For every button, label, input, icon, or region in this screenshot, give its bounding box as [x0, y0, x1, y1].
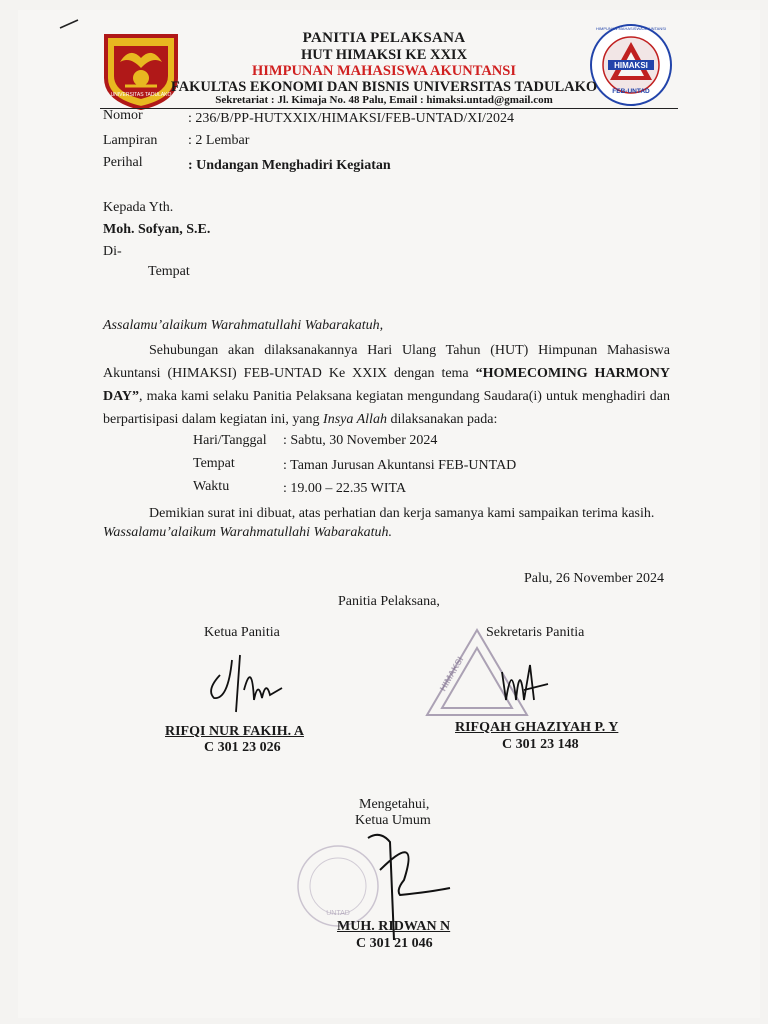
chairperson-role: Ketua Panitia [204, 625, 280, 640]
closing-text: Demikian surat ini dibuat, atas perhatian dan kerja samanya kami sampaikan terima kasih. [149, 506, 655, 521]
detail-label-place: Tempat [193, 456, 235, 471]
header-event: HUT HIMAKSI KE XXIX [300, 47, 468, 63]
body-text-a: Sehubungan akan dilaksanakannya Hari Ulang Tahun (HUT) Himpunan Mahasiswa Akuntansi (HIMAKSI) FEB-UNTAD Ke XXIX dengan tema [103, 343, 670, 381]
header-faculty: FAKULTAS EKONOMI DAN BISNIS UNIVERSITAS TADULAKO [170, 79, 598, 95]
body-text-b: , maka kami selaku Panitia Pelaksana kegiatan mengundang Saudara(i) untuk menghadiri dan berpartisipasi dalam kegiatan ini, yang [103, 389, 670, 427]
known-label: Mengetahui, [359, 797, 430, 812]
chairperson-signature [211, 655, 282, 712]
chair-stamp-text: UNTAD [326, 910, 350, 917]
detail-label-date: Hari/Tanggal [193, 433, 267, 448]
himaksi-logo-inner: HIMAKSI [614, 61, 648, 70]
recipient-name: Moh. Sofyan, S.E. [103, 222, 211, 237]
secretary-role: Sekretaris Panitia [486, 625, 585, 640]
chairperson-nim: C 301 23 026 [204, 740, 281, 755]
header-title: PANITIA PELAKSANA [302, 30, 466, 46]
nomor-label: Nomor [103, 108, 143, 123]
nomor-value: : 236/B/PP-HUTXXIX/HIMAKSI/FEB-UNTAD/XI/2024 [188, 111, 514, 126]
header-address: Sekretariat : Jl. Kimaja No. 48 Palu, Email : himaksi.untad@gmail.com [215, 94, 553, 106]
himaksi-logo-bottom: FEB-UNTAD [612, 88, 650, 95]
body-text-c: dilaksanakan pada: [386, 412, 498, 427]
untad-logo-text: UNIVERSITAS TADULAKO [110, 92, 172, 98]
lampiran-label: Lampiran [103, 133, 158, 148]
chairperson-name: RIFQI NUR FAKIH. A [165, 724, 304, 739]
detail-value-time: : 19.00 – 22.35 WITA [283, 481, 407, 496]
recipient-place: Tempat [148, 264, 190, 279]
detail-value-place: : Taman Jurusan Akuntansi FEB-UNTAD [283, 458, 517, 473]
greeting: Assalamu’alaikum Warahmatullahi Wabarakatuh, [103, 318, 384, 333]
secretary-nim: C 301 23 148 [502, 737, 579, 752]
perihal-label: Perihal [103, 155, 143, 170]
perihal-value: : Undangan Menghadiri Kegiatan [188, 158, 391, 173]
recipient-di: Di- [103, 244, 122, 259]
kepada-text: Kepada Yth. [103, 200, 174, 215]
secretary-signature [502, 665, 548, 700]
place-date: Palu, 26 November 2024 [524, 571, 664, 586]
detail-value-date: : Sabtu, 30 November 2024 [283, 433, 438, 448]
committee-label: Panitia Pelaksana, [338, 594, 440, 609]
header-organization: HIMPUNAN MAHASISWA AKUNTANSI [252, 63, 516, 79]
general-chair-name: MUH. RIDWAN N [337, 919, 451, 934]
insya-allah: Insya Allah [323, 412, 387, 427]
secretary-name: RIFQAH GHAZIYAH P. Y [455, 720, 619, 735]
himaksi-logo-ring: HIMPUNAN MAHASISWA AKUNTANSI [596, 26, 667, 31]
stamp-text: HIMAKSI [437, 654, 466, 693]
general-chair-nim: C 301 21 046 [356, 936, 433, 951]
closing-salam: Wassalamu’alaikum Warahmatullahi Wabarakatuh. [103, 525, 392, 540]
lampiran-value: : 2 Lembar [188, 133, 250, 148]
general-chair-role: Ketua Umum [355, 813, 431, 828]
detail-label-time: Waktu [193, 479, 230, 494]
event-theme: “HOMECOMING HARMONY DAY” [103, 366, 670, 404]
